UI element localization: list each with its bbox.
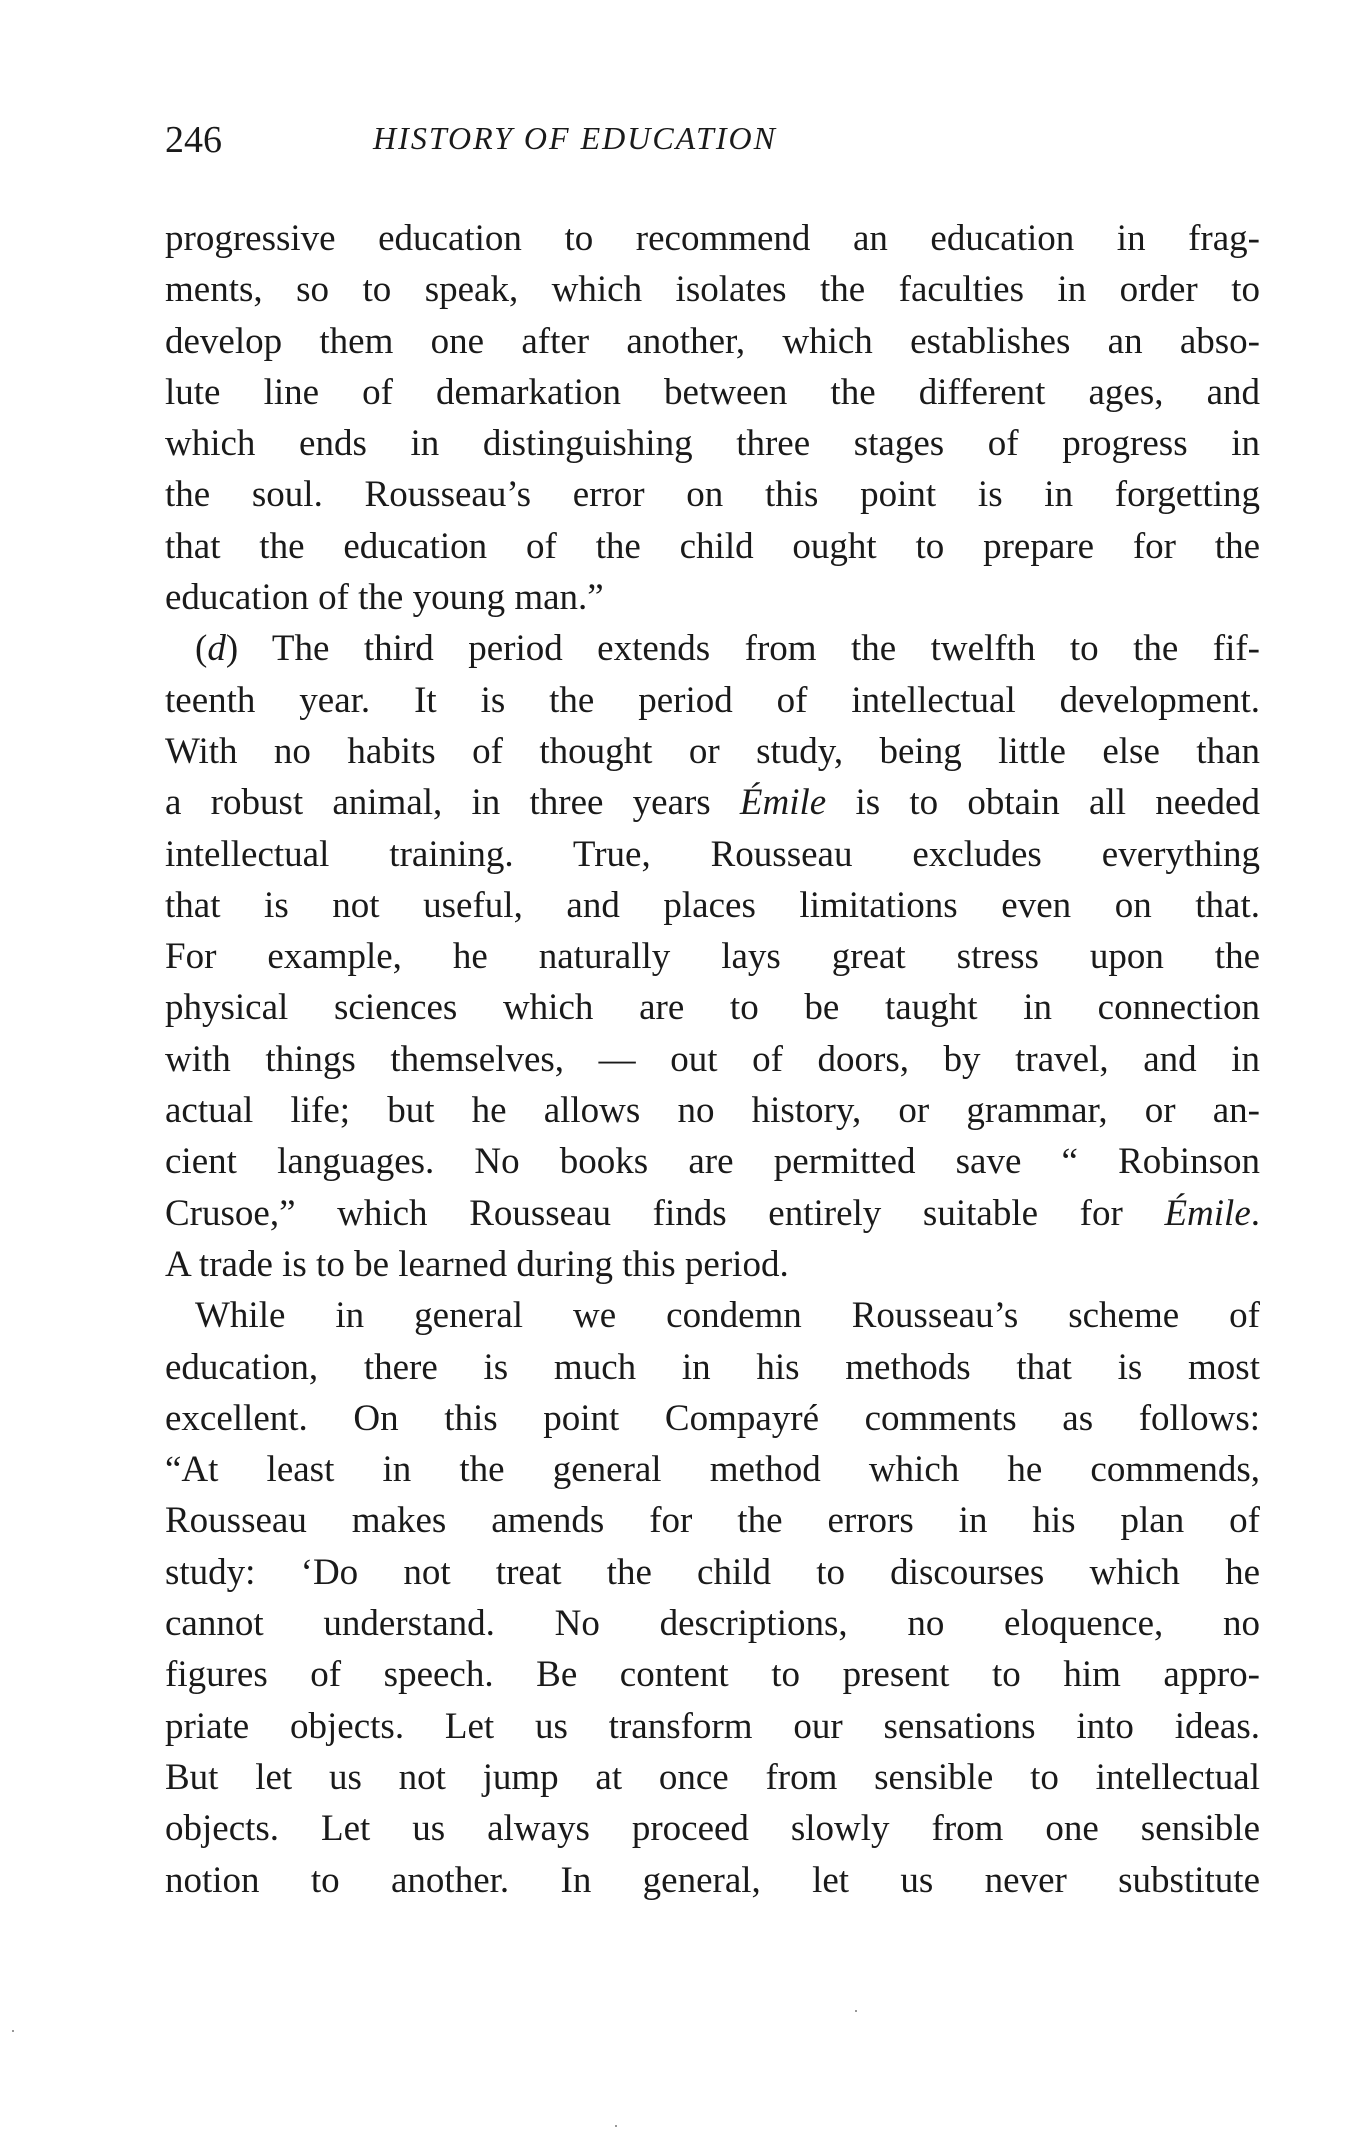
running-header: [165, 118, 1260, 168]
text-line: education, there is much in his methods that is most: [165, 1346, 1260, 1388]
text-line: figures of speech. Be content to present to him appro-: [165, 1654, 1260, 1696]
text-line: which ends in distinguishing three stages of progress in: [165, 423, 1260, 465]
text-line: notion to another. In general, let us never substitute: [165, 1859, 1260, 1901]
text-line: teenth year. It is the period of intellectual development.: [165, 679, 1260, 721]
text-line: ments, so to speak, which isolates the faculties in order to: [165, 269, 1260, 311]
text-line: intellectual training. True, Rousseau excludes everything: [165, 833, 1260, 875]
text-line: Rousseau makes amends for the errors in his plan of: [165, 1500, 1260, 1542]
text-line: cannot understand. No descriptions, no eloquence, no: [165, 1603, 1260, 1645]
text-line: While in general we condemn Rousseau’s scheme of: [195, 1295, 1260, 1337]
text-line: lute line of demarkation between the different ages, and: [165, 371, 1260, 413]
body-text: [165, 213, 1260, 1906]
text-line: study: ‘Do not treat the child to discourses which he: [165, 1551, 1260, 1593]
text-line: actual life; but he allows no history, or grammar, or an-: [165, 1090, 1260, 1132]
text-line: physical sciences which are to be taught in connection: [165, 987, 1260, 1029]
text-line: progressive education to recommend an education in frag-: [165, 218, 1260, 259]
text-line: cient languages. No books are permitted save “ Robinson: [165, 1141, 1260, 1183]
text-line: develop them one after another, which establishes an abso-: [165, 320, 1260, 362]
text-line: education of the young man.”: [165, 577, 604, 619]
speck: [12, 2030, 14, 2032]
page-number: 246: [165, 119, 222, 161]
text-line: But let us not jump at once from sensible to intellectual: [165, 1756, 1260, 1798]
text-line: priate objects. Let us transform our sensations into ideas.: [165, 1705, 1260, 1747]
text-line: excellent. On this point Compayré comments as follows:: [165, 1397, 1260, 1439]
text-line: For example, he naturally lays great stress upon the: [165, 936, 1260, 978]
text-line: Crusoe,” which Rousseau finds entirely suitable for Émile.: [165, 1192, 1260, 1234]
speck: [855, 2010, 857, 2012]
text-line: “At least in the general method which he commends,: [165, 1449, 1260, 1491]
text-line: that the education of the child ought to prepare for the: [165, 525, 1260, 567]
text-line: a robust animal, in three years Émile is to obtain all needed: [165, 782, 1260, 824]
running-title: HISTORY OF EDUCATION: [373, 120, 777, 156]
text-line: the soul. Rousseau’s error on this point is in forgetting: [165, 474, 1260, 516]
text-line: with things themselves, — out of doors, by travel, and in: [165, 1038, 1260, 1080]
text-line: A trade is to be learned during this period.: [165, 1243, 789, 1285]
text-line: that is not useful, and places limitations even on that.: [165, 884, 1260, 926]
text-line: (d) The third period extends from the twelfth to the fif-: [195, 628, 1260, 670]
text-line: objects. Let us always proceed slowly from one sensible: [165, 1808, 1260, 1850]
text-line: With no habits of thought or study, being little else than: [165, 730, 1260, 772]
speck: [615, 2125, 617, 2127]
